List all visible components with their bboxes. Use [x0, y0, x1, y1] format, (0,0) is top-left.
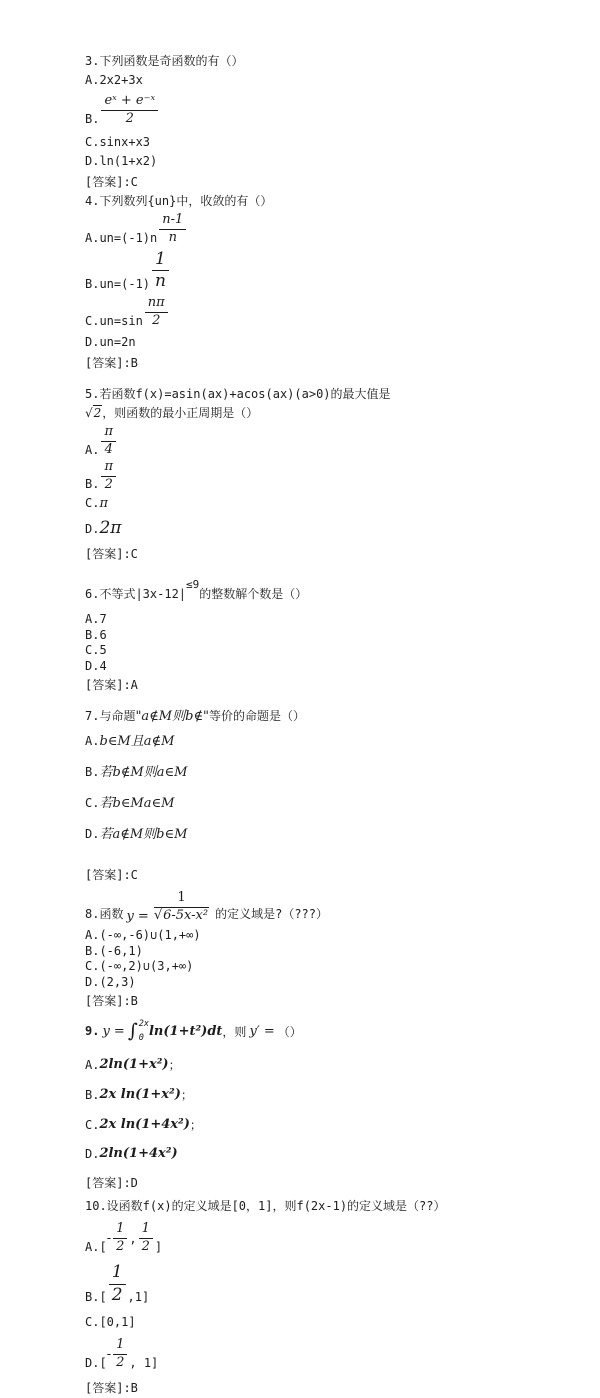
option-value: 2π: [99, 518, 122, 539]
fraction: [109, 1263, 126, 1305]
question-7-option-c: [85, 788, 560, 819]
question-3-option-c: C.sinx+x3: [85, 134, 151, 149]
fraction: [154, 891, 209, 924]
integral-limits: [139, 1019, 149, 1043]
formula-text: ln(1+t²)dt: [148, 1023, 223, 1039]
option-label: A.: [85, 1057, 100, 1072]
option-value: π: [99, 496, 108, 512]
fraction-denominator: 2: [116, 1355, 125, 1371]
option-math: 若b∉M则a∈M: [99, 765, 188, 781]
option-label: A.: [85, 442, 100, 457]
question-8-option-d: D.(2,3): [85, 974, 136, 989]
fraction: [139, 1222, 153, 1255]
fraction-numerator: 1: [139, 1222, 153, 1239]
option-label: D.: [85, 1146, 100, 1161]
question-9-title: [85, 1019, 560, 1043]
question-3-option-b: [85, 94, 560, 127]
option-tail: ；: [180, 1088, 193, 1103]
formula-text: y =: [102, 1023, 125, 1039]
option-math: 2x ln(1+x²): [99, 1087, 181, 1103]
option-label: D.: [85, 827, 100, 842]
option-label: C.: [85, 496, 100, 511]
question-10-answer: [答案]:B: [85, 1381, 138, 1396]
fraction-denominator: [154, 908, 209, 924]
fraction-denominator: 4: [104, 441, 113, 457]
title-text: 的整数解个数是（）: [199, 587, 308, 602]
question-9-answer: [答案]:D: [85, 1176, 138, 1191]
option-math: 2ln(1+x²): [99, 1057, 169, 1073]
fraction-numerator: n-1: [159, 213, 186, 230]
question-6-title: [85, 580, 560, 604]
integral: [128, 1019, 149, 1043]
fraction-denominator: 2: [125, 110, 134, 126]
fraction: [101, 460, 116, 493]
question-10-option-a: [85, 1222, 560, 1255]
option-math: 2x ln(1+4x²): [99, 1117, 190, 1133]
formula-text: y′ =: [249, 1023, 275, 1039]
option-label: B.: [85, 111, 100, 126]
question-6-option-d: D.4: [85, 658, 107, 673]
fraction-numerator: 1: [154, 891, 209, 908]
option-label: B.un=(-1): [85, 276, 151, 291]
option-label: A.[: [85, 1240, 107, 1255]
sqrt-expression: [154, 907, 209, 923]
fraction: [145, 296, 168, 329]
fraction-denominator: 2: [116, 1239, 125, 1255]
question-9-option-c: [85, 1116, 560, 1133]
option-label: C.un=sin: [85, 313, 143, 328]
question-9-option-b: [85, 1086, 560, 1103]
question-4: [85, 192, 560, 373]
question-7-title: [85, 707, 560, 726]
question-9: [85, 1019, 560, 1193]
question-4-answer: [答案]:B: [85, 355, 138, 370]
title-text: 8.函数: [85, 907, 124, 922]
question-6-option-c: C.5: [85, 643, 107, 658]
option-label: B.: [85, 477, 100, 492]
fraction-numerator: π: [101, 460, 116, 477]
title-text: 的定义域是?（???）: [215, 907, 329, 922]
option-math: 2ln(1+4x²): [99, 1146, 178, 1162]
fraction-denominator: n: [168, 229, 177, 245]
question-8-option-b: B.(-6,1): [85, 943, 143, 958]
question-5-option-c: [85, 494, 560, 513]
question-4-title: 4.下列数列{un}中，收敛的有（）: [85, 193, 273, 208]
question-8-answer: [答案]:B: [85, 994, 138, 1009]
question-5: [85, 385, 560, 565]
fraction-denominator: 2: [141, 1239, 150, 1255]
question-number: 9.: [85, 1024, 100, 1039]
fraction-denominator: 2: [104, 476, 113, 492]
option-math: b∈M且a∉M: [99, 734, 175, 750]
option-label: D.: [85, 522, 100, 537]
question-5-answer: [答案]:C: [85, 547, 138, 562]
question-10-option-d: [85, 1338, 560, 1371]
question-5-title: [85, 385, 560, 423]
option-label: B.: [85, 1087, 100, 1102]
question-3-answer: [答案]:C: [85, 174, 138, 189]
fraction: [101, 425, 116, 458]
fraction-denominator: 2: [111, 1284, 123, 1305]
fraction-denominator: n: [154, 271, 166, 292]
option-math: 若a∉M则b∈M: [99, 827, 188, 843]
radicand: 6-5x-x²: [163, 908, 209, 924]
answer-blank: （）: [277, 1024, 302, 1039]
question-10-option-c: C.[0,1]: [85, 1315, 136, 1330]
title-text: 等价的命题是（）: [209, 709, 306, 724]
question-3: [85, 52, 560, 192]
fraction-numerator: nπ: [145, 296, 168, 313]
question-5-option-a: [85, 425, 560, 458]
question-8-title: [85, 891, 560, 924]
question-7-option-d: [85, 819, 560, 850]
formula-lhs: y =: [126, 909, 149, 925]
option-tail: ,1]: [127, 1290, 150, 1305]
formula-text: ，则: [222, 1024, 247, 1039]
question-8-option-c: C.(-∞,2)∪(3,+∞): [85, 959, 194, 974]
fraction: [113, 1222, 127, 1255]
fraction: [101, 94, 158, 127]
fraction-numerator: eˣ + e⁻ˣ: [101, 94, 158, 111]
question-6: [85, 580, 560, 695]
question-4-option-b: [85, 250, 560, 292]
option-label: B.[: [85, 1290, 107, 1305]
question-5-option-d: [85, 519, 560, 539]
question-7-option-a: [85, 726, 560, 757]
question-10: [85, 1197, 560, 1398]
integral-lower: 0: [138, 1033, 144, 1044]
title-text: ，则函数的最小正周期是（）: [102, 405, 259, 420]
bracket-close: ]: [154, 1240, 163, 1255]
question-3-option-d: D.ln(1+x2): [85, 153, 158, 168]
option-tail: ；: [189, 1118, 202, 1133]
fraction-numerator: 1: [109, 1263, 126, 1285]
fraction-numerator: 1: [152, 250, 169, 272]
question-5-option-b: [85, 460, 560, 493]
fraction: [152, 250, 169, 292]
question-9-option-a: [85, 1056, 560, 1073]
question-9-option-d: [85, 1146, 560, 1161]
question-3-title: 3.下列函数是奇函数的有（）: [85, 54, 244, 68]
sqrt-expression: [85, 405, 102, 420]
fraction: [113, 1338, 127, 1371]
title-superscript: ≤9: [186, 578, 200, 592]
option-math: 若b∈Ma∈M: [99, 796, 175, 812]
option-label: D.[: [85, 1356, 107, 1371]
option-label: A.: [85, 734, 100, 749]
option-label: B.: [85, 765, 100, 780]
question-10-title: 10.设函数f(x)的定义域是[0，1]，则f(2x-1)的定义域是（??）: [85, 1199, 446, 1214]
question-3-option-a: A.2x2+3x: [85, 73, 143, 87]
question-7-answer: [答案]:C: [85, 868, 138, 883]
question-4-option-d: D.un=2n: [85, 334, 136, 349]
question-8: [85, 891, 560, 1011]
radical-icon: √: [153, 908, 163, 924]
question-6-option-a: A.7: [85, 612, 107, 627]
title-text: 6.不等式|3x-12|: [85, 587, 187, 602]
integral-upper: 2x: [138, 1019, 149, 1030]
question-8-option-a: A.(-∞,-6)∪(1,+∞): [85, 928, 201, 943]
option-tail: , 1]: [129, 1356, 159, 1371]
fraction-numerator: π: [101, 425, 116, 442]
title-math: "a∉M则b∉": [135, 709, 210, 725]
option-label: C.: [85, 1117, 100, 1132]
minus-sign: -: [106, 1347, 112, 1363]
question-6-answer: [答案]:A: [85, 678, 138, 693]
minus-sign: -: [106, 1231, 112, 1247]
title-text: 7.与命题: [85, 709, 136, 724]
comma: ,: [129, 1231, 137, 1246]
option-label: A.un=(-1)n: [85, 230, 158, 245]
question-7-option-b: [85, 757, 560, 788]
question-4-option-a: [85, 213, 560, 246]
option-label: C.: [85, 796, 100, 811]
fraction-denominator: 2: [152, 312, 161, 328]
question-10-option-b: [85, 1263, 560, 1305]
option-tail: ；: [168, 1058, 181, 1073]
integral-icon: ∫: [127, 1019, 138, 1042]
radicand: 2: [93, 405, 102, 420]
fraction: [159, 213, 186, 246]
question-4-option-c: [85, 296, 560, 329]
title-text: 5.若函数f(x)=asin(ax)+acos(ax)(a>0)的最大值是: [85, 386, 391, 401]
fraction-numerator: 1: [113, 1222, 127, 1239]
question-7: [85, 707, 560, 885]
fraction-numerator: 1: [113, 1338, 127, 1355]
question-6-option-b: B.6: [85, 627, 107, 642]
radical-icon: √: [85, 405, 93, 420]
